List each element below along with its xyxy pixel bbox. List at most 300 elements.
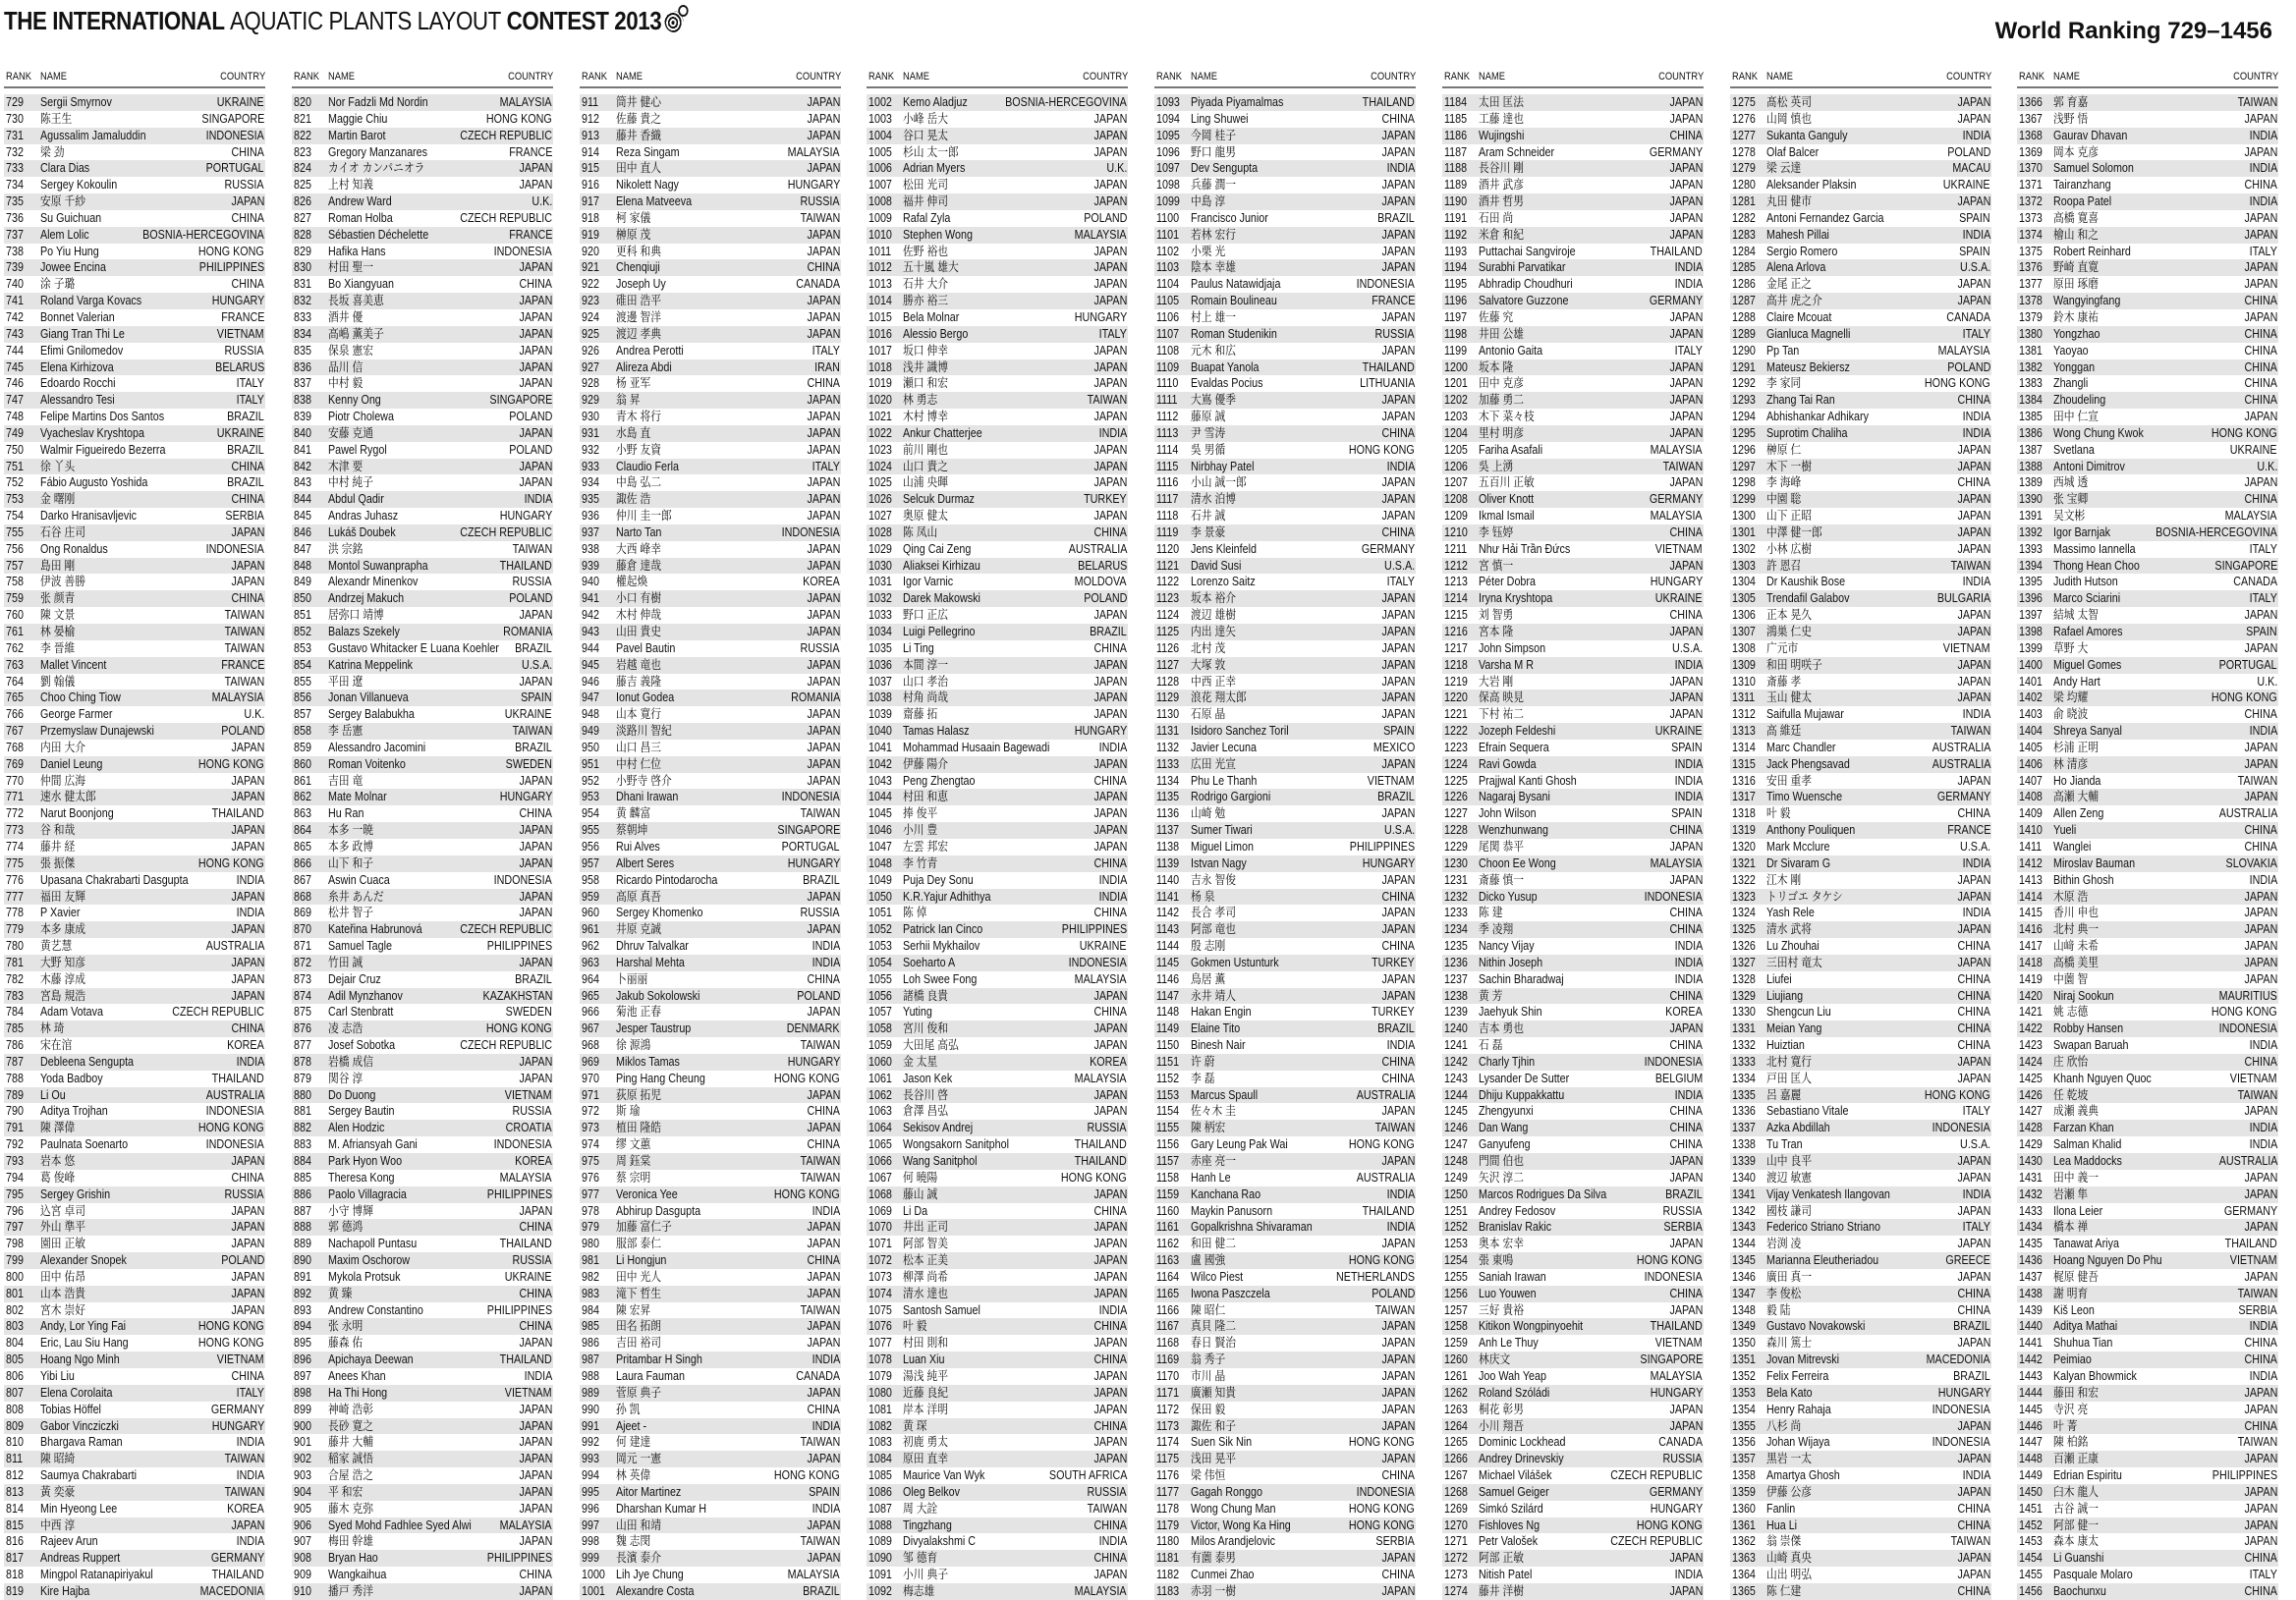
rank-text: 1085 xyxy=(868,1467,892,1484)
country-text: GERMANY xyxy=(1650,144,1703,161)
row-name xyxy=(1479,1103,1542,1120)
row-country xyxy=(1664,160,1703,177)
name-text: Po Yiu Hung xyxy=(40,244,99,260)
name-text: Svetlana xyxy=(2053,442,2095,459)
name-text: 岩渕 凌 xyxy=(1766,1236,1801,1252)
row-rank xyxy=(1156,640,1183,657)
row-name xyxy=(616,872,734,889)
ranking-row xyxy=(867,392,1128,409)
rank-text: 861 xyxy=(294,773,311,790)
rank-text: 1207 xyxy=(1444,474,1468,491)
row-country xyxy=(1929,789,1990,805)
row-rank xyxy=(2019,773,2046,790)
row-rank xyxy=(2019,508,2046,524)
row-country xyxy=(2245,872,2277,889)
row-name xyxy=(2053,128,2140,144)
rank-text: 1262 xyxy=(1444,1385,1468,1402)
country-text: JAPAN xyxy=(1381,1385,1415,1402)
row-rank xyxy=(868,1418,896,1435)
rank-text: 1017 xyxy=(868,343,892,359)
country-text: JAPAN xyxy=(1381,1583,1415,1600)
rank-text: 1323 xyxy=(1732,889,1756,906)
ranking-row xyxy=(1442,1385,1704,1402)
row-country xyxy=(218,640,264,657)
row-rank xyxy=(2019,293,2046,309)
row-name xyxy=(40,674,81,690)
ranking-row xyxy=(2017,1203,2278,1220)
rank-text: 1334 xyxy=(1732,1071,1756,1087)
country-text: JAPAN xyxy=(519,855,552,872)
name-text: Laura Fauman xyxy=(616,1368,685,1385)
rank-text: 851 xyxy=(294,607,311,624)
ranking-row xyxy=(867,94,1128,111)
row-name xyxy=(1766,756,1864,773)
rank-text: 892 xyxy=(294,1286,311,1302)
row-country xyxy=(1094,326,1127,343)
country-text: AUSTRALIA xyxy=(205,1087,264,1104)
country-text: INDONESIA xyxy=(1932,1402,1990,1418)
row-rank xyxy=(6,111,27,128)
rank-text: 1099 xyxy=(1156,193,1180,210)
name-text: Walmir Figueiredo Bezerra xyxy=(40,442,165,459)
ranking-row xyxy=(1442,1252,1704,1269)
row-name xyxy=(1479,210,1519,227)
row-country xyxy=(1664,839,1703,855)
row-rank xyxy=(6,723,27,740)
country-text: RUSSIA xyxy=(225,343,264,359)
rank-text: 1243 xyxy=(1444,1071,1468,1087)
country-text: JAPAN xyxy=(2244,740,2277,756)
row-rank xyxy=(1732,1219,1760,1236)
row-rank xyxy=(1732,111,1760,128)
name-text: Suen Sik Nin xyxy=(1191,1434,1252,1451)
row-name xyxy=(2053,193,2121,210)
rank-text: 1112 xyxy=(1156,409,1178,425)
rank-text: 895 xyxy=(294,1335,311,1352)
country-text: JAPAN xyxy=(1093,1451,1127,1467)
row-rank xyxy=(582,111,602,128)
row-rank xyxy=(1156,690,1183,706)
country-text: JAPAN xyxy=(1093,1385,1127,1402)
country-text: AUSTRALIA xyxy=(205,938,264,955)
ranking-row xyxy=(1730,1484,1991,1501)
rank-text: 749 xyxy=(6,425,24,442)
row-rank xyxy=(2019,921,2046,938)
row-rank xyxy=(582,789,602,805)
rank-text: 864 xyxy=(294,822,311,839)
ranking-row xyxy=(4,723,265,740)
ranking-row xyxy=(1154,839,1416,855)
row-name xyxy=(1191,177,1243,193)
ranking-row xyxy=(1154,723,1416,740)
ranking-row xyxy=(580,227,841,244)
ranking-column xyxy=(2017,69,2278,1600)
rank-text: 1062 xyxy=(868,1087,892,1104)
row-rank xyxy=(1732,872,1760,889)
country-text: JAPAN xyxy=(2244,111,2277,128)
row-country xyxy=(1376,474,1415,491)
name-text: 斯 瑜 xyxy=(616,1103,640,1120)
name-text: 内出 達矢 xyxy=(1191,624,1236,640)
name-text: 岡本 克彦 xyxy=(2053,144,2099,161)
row-country xyxy=(802,1286,840,1302)
name-text: Shreya Sanyal xyxy=(2053,723,2122,740)
rank-text: 1302 xyxy=(1732,541,1756,558)
ranking-row xyxy=(4,1219,265,1236)
row-name xyxy=(1766,210,1903,227)
ranking-row xyxy=(292,1550,553,1567)
header-name: NAME xyxy=(2053,71,2080,83)
row-name xyxy=(903,1186,943,1203)
name-text: 元木 和広 xyxy=(1191,343,1236,359)
ranking-row xyxy=(867,657,1128,674)
row-name xyxy=(1766,227,1839,244)
rank-text: 995 xyxy=(582,1484,599,1501)
country-text: UKRAINE xyxy=(2230,442,2277,459)
row-rank xyxy=(1732,193,1760,210)
ranking-row xyxy=(867,128,1128,144)
name-text: Andy Hart xyxy=(2053,674,2100,690)
ranking-row xyxy=(1730,1517,1991,1534)
ranking-row xyxy=(1154,193,1416,210)
country-text: SINGAPORE xyxy=(2214,558,2277,575)
row-rank xyxy=(1444,227,1471,244)
row-name xyxy=(2053,938,2105,955)
country-text: JAPAN xyxy=(1093,1286,1127,1302)
rank-text: 954 xyxy=(582,805,599,822)
ranking-row xyxy=(292,1567,553,1583)
name-text: 陈 凤山 xyxy=(903,524,937,541)
ranking-row xyxy=(4,1517,265,1534)
row-country xyxy=(1947,1318,1990,1335)
ranking-row xyxy=(867,442,1128,459)
country-text: RUSSIA xyxy=(1088,1484,1127,1501)
row-rank xyxy=(1444,1087,1472,1104)
rank-text: 1170 xyxy=(1156,1368,1179,1385)
row-rank xyxy=(2019,375,2046,392)
ranking-row xyxy=(292,293,553,309)
row-rank xyxy=(294,1153,314,1170)
ranking-row xyxy=(867,1501,1128,1517)
rank-text: 1206 xyxy=(1444,459,1468,475)
row-rank xyxy=(1444,524,1472,541)
row-rank xyxy=(868,624,896,640)
row-country xyxy=(218,624,264,640)
country-text: SPAIN xyxy=(2247,624,2277,640)
ranking-row xyxy=(1442,1484,1704,1501)
row-rank xyxy=(1732,805,1760,822)
name-text: Carl Stenbratt xyxy=(328,1004,393,1021)
ranking-row xyxy=(1442,1434,1704,1451)
row-rank xyxy=(1156,359,1183,376)
rank-text: 1147 xyxy=(1156,988,1179,1005)
row-name xyxy=(328,574,432,590)
row-rank xyxy=(6,822,27,839)
ranking-row xyxy=(867,508,1128,524)
row-country xyxy=(1635,1054,1703,1071)
country-text: JAPAN xyxy=(1957,1269,1990,1286)
row-rank xyxy=(868,1037,896,1054)
country-text: JAPAN xyxy=(519,1203,552,1220)
rank-text: 1057 xyxy=(868,1004,892,1021)
row-country xyxy=(226,889,264,906)
rank-text: 1086 xyxy=(868,1484,892,1501)
rank-text: 1263 xyxy=(1444,1402,1468,1418)
country-text: TAIWAN xyxy=(1662,459,1703,475)
row-rank xyxy=(582,1402,602,1418)
header-country: COUNTRY xyxy=(2233,71,2278,83)
row-name xyxy=(1766,1368,1839,1385)
row-rank xyxy=(6,574,27,590)
row-country xyxy=(783,690,840,706)
row-country xyxy=(232,1434,264,1451)
name-text: 岩越 竜也 xyxy=(616,657,661,674)
name-text: 原田 直幸 xyxy=(903,1451,948,1467)
ranking-row xyxy=(1154,657,1416,674)
rank-text: 1079 xyxy=(868,1368,892,1385)
name-text: Sergey Kokoulin xyxy=(40,177,117,193)
ranking-row xyxy=(292,1103,553,1120)
name-text: 李 磊 xyxy=(1191,1071,1214,1087)
country-text: SWEDEN xyxy=(506,1004,552,1021)
country-text: JAPAN xyxy=(1093,111,1127,128)
row-rank xyxy=(1444,905,1472,921)
row-name xyxy=(40,1054,149,1071)
rank-text: 1333 xyxy=(1732,1054,1756,1071)
row-country xyxy=(1952,1484,1990,1501)
row-name xyxy=(903,839,955,855)
name-text: 永井 靖人 xyxy=(1191,988,1236,1005)
name-text: 高井 虎之介 xyxy=(1766,293,1822,309)
row-rank xyxy=(1156,442,1182,459)
row-country xyxy=(1089,988,1127,1005)
country-text: JAPAN xyxy=(519,1418,552,1435)
row-country xyxy=(1938,1252,1990,1269)
name-text: 藤森 佑 xyxy=(328,1335,363,1352)
ranking-row xyxy=(4,740,265,756)
row-name xyxy=(616,1434,656,1451)
country-text: JAPAN xyxy=(1093,375,1127,392)
ranking-row xyxy=(1154,590,1416,607)
country-text: FRANCE xyxy=(221,309,264,326)
country-text: CHINA xyxy=(1670,1120,1703,1136)
row-country xyxy=(1958,905,1990,921)
row-rank xyxy=(294,474,314,491)
rank-text: 1420 xyxy=(2019,988,2043,1005)
country-text: JAPAN xyxy=(231,524,264,541)
row-rank xyxy=(1732,740,1760,756)
ranking-row xyxy=(292,111,553,128)
name-text: 山﨑 未希 xyxy=(2053,938,2099,955)
name-text: Nirbhay Patel xyxy=(1191,459,1255,475)
row-country xyxy=(1664,193,1703,210)
country-text: INDONESIA xyxy=(1645,1054,1703,1071)
row-country xyxy=(1664,392,1703,409)
rank-text: 1359 xyxy=(1732,1484,1756,1501)
country-text: HONG KONG xyxy=(2212,425,2277,442)
rank-text: 1303 xyxy=(1732,558,1756,575)
row-rank xyxy=(582,1087,602,1104)
row-name xyxy=(1191,1153,1243,1170)
country-text: CANADA xyxy=(2233,574,2277,590)
row-name xyxy=(1479,805,1545,822)
ranking-row xyxy=(2017,94,2278,111)
row-country xyxy=(1952,1583,1990,1600)
row-name xyxy=(1191,1103,1243,1120)
rank-text: 1362 xyxy=(1732,1533,1756,1550)
ranking-row xyxy=(1154,474,1416,491)
row-rank xyxy=(294,1501,314,1517)
rank-text: 1353 xyxy=(1732,1385,1756,1402)
name-text: 杨 泉 xyxy=(1191,889,1214,906)
row-country xyxy=(802,624,840,640)
name-text: Hoang Ngo Minh xyxy=(40,1352,120,1368)
country-text: INDIA xyxy=(812,1501,840,1517)
row-country xyxy=(445,1037,552,1054)
ranking-row xyxy=(292,822,553,839)
row-rank xyxy=(1156,938,1183,955)
ranking-row xyxy=(580,723,841,740)
row-rank xyxy=(294,193,314,210)
row-name xyxy=(40,160,97,177)
row-country xyxy=(226,574,264,590)
row-country xyxy=(1930,343,1990,359)
name-text: 何 建達 xyxy=(616,1434,650,1451)
row-country xyxy=(1952,1236,1990,1252)
rank-text: 817 xyxy=(6,1550,24,1567)
row-name xyxy=(903,1517,960,1534)
name-text: Federico Striano Striano xyxy=(1766,1219,1880,1236)
row-country xyxy=(2239,359,2277,376)
country-text: JAPAN xyxy=(1093,674,1127,690)
rank-text: 1255 xyxy=(1444,1269,1468,1286)
country-text: CANADA xyxy=(796,1368,840,1385)
row-name xyxy=(328,706,428,723)
row-country xyxy=(1066,227,1127,244)
row-name xyxy=(2053,740,2105,756)
row-name xyxy=(40,1103,119,1120)
ranking-row xyxy=(2017,1186,2278,1203)
row-country xyxy=(2239,210,2277,227)
rank-text: 1393 xyxy=(2019,541,2043,558)
ranking-row xyxy=(1730,293,1991,309)
name-text: 保高 映見 xyxy=(1479,690,1524,706)
row-rank xyxy=(1444,1402,1472,1418)
ranking-row xyxy=(1442,541,1704,558)
country-text: JAPAN xyxy=(2244,607,2277,624)
row-name xyxy=(1191,1583,1243,1600)
row-name xyxy=(328,1385,397,1402)
ranking-row xyxy=(1154,1385,1416,1402)
row-name xyxy=(40,1451,81,1467)
name-text: Ravi Gowda xyxy=(1479,756,1537,773)
row-name xyxy=(1766,1236,1807,1252)
row-country xyxy=(1670,938,1703,955)
rank-text: 746 xyxy=(6,375,24,392)
row-country xyxy=(1954,244,1990,260)
rank-text: 981 xyxy=(582,1252,599,1269)
row-name xyxy=(903,1203,931,1220)
rank-text: 1049 xyxy=(868,872,892,889)
row-name xyxy=(616,1071,720,1087)
row-rank xyxy=(582,524,602,541)
name-text: Balazs Szekely xyxy=(328,624,400,640)
country-text: JAPAN xyxy=(1381,1418,1415,1435)
row-name xyxy=(1479,392,1531,409)
country-text: MEXICO xyxy=(1373,740,1415,756)
row-name xyxy=(328,409,405,425)
ranking-row xyxy=(292,1186,553,1203)
row-country xyxy=(1089,1252,1127,1269)
ranking-row xyxy=(1442,574,1704,590)
row-country xyxy=(196,1136,264,1153)
country-text: CHINA xyxy=(1094,640,1127,657)
ranking-row xyxy=(1730,1071,1991,1087)
row-name xyxy=(328,938,403,955)
row-name xyxy=(903,343,955,359)
rank-text: 880 xyxy=(294,1087,311,1104)
rank-text: 1324 xyxy=(1732,905,1756,921)
ranking-row xyxy=(292,607,553,624)
row-name xyxy=(616,244,668,260)
row-country xyxy=(1952,392,1990,409)
name-text: Pawel Rygol xyxy=(328,442,387,459)
row-country xyxy=(2239,789,2277,805)
name-text: Dicko Yusup xyxy=(1479,889,1538,906)
ranking-row xyxy=(580,872,841,889)
row-country xyxy=(214,1252,264,1269)
row-country xyxy=(497,706,552,723)
row-name xyxy=(328,111,397,128)
row-country xyxy=(1089,111,1127,128)
row-country xyxy=(1376,607,1415,624)
row-name xyxy=(1191,1236,1243,1252)
row-name xyxy=(616,1103,644,1120)
country-text: JAPAN xyxy=(1093,276,1127,293)
row-rank xyxy=(2019,590,2046,607)
country-text: HONG KONG xyxy=(1349,1252,1415,1269)
ranking-column xyxy=(292,69,553,1600)
rank-text: 742 xyxy=(6,309,24,326)
country-text: TAIWAN xyxy=(1950,723,1990,740)
row-name xyxy=(328,1567,396,1583)
row-name xyxy=(328,1434,380,1451)
rank-text: 845 xyxy=(294,508,311,524)
row-rank xyxy=(294,1136,314,1153)
country-text: JAPAN xyxy=(807,607,840,624)
row-country xyxy=(514,359,552,376)
row-rank xyxy=(1732,574,1760,590)
rank-text: 739 xyxy=(6,259,24,276)
row-name xyxy=(328,905,380,921)
rank-text: 1139 xyxy=(1156,855,1179,872)
row-rank xyxy=(2019,326,2046,343)
row-rank xyxy=(582,1170,602,1186)
rank-text: 1151 xyxy=(1156,1054,1179,1071)
country-text: CHINA xyxy=(1670,905,1703,921)
row-country xyxy=(2210,805,2277,822)
name-text: 阿部 智美 xyxy=(903,1236,948,1252)
row-country xyxy=(514,607,552,624)
row-country xyxy=(514,259,552,276)
ranking-row xyxy=(1730,94,1991,111)
row-rank xyxy=(1444,1385,1472,1402)
country-text: CHINA xyxy=(2245,359,2277,376)
ranking-row xyxy=(1730,1318,1991,1335)
name-text: Alessandro Jacomini xyxy=(328,740,425,756)
row-name xyxy=(903,889,1005,906)
row-name xyxy=(1191,1286,1283,1302)
